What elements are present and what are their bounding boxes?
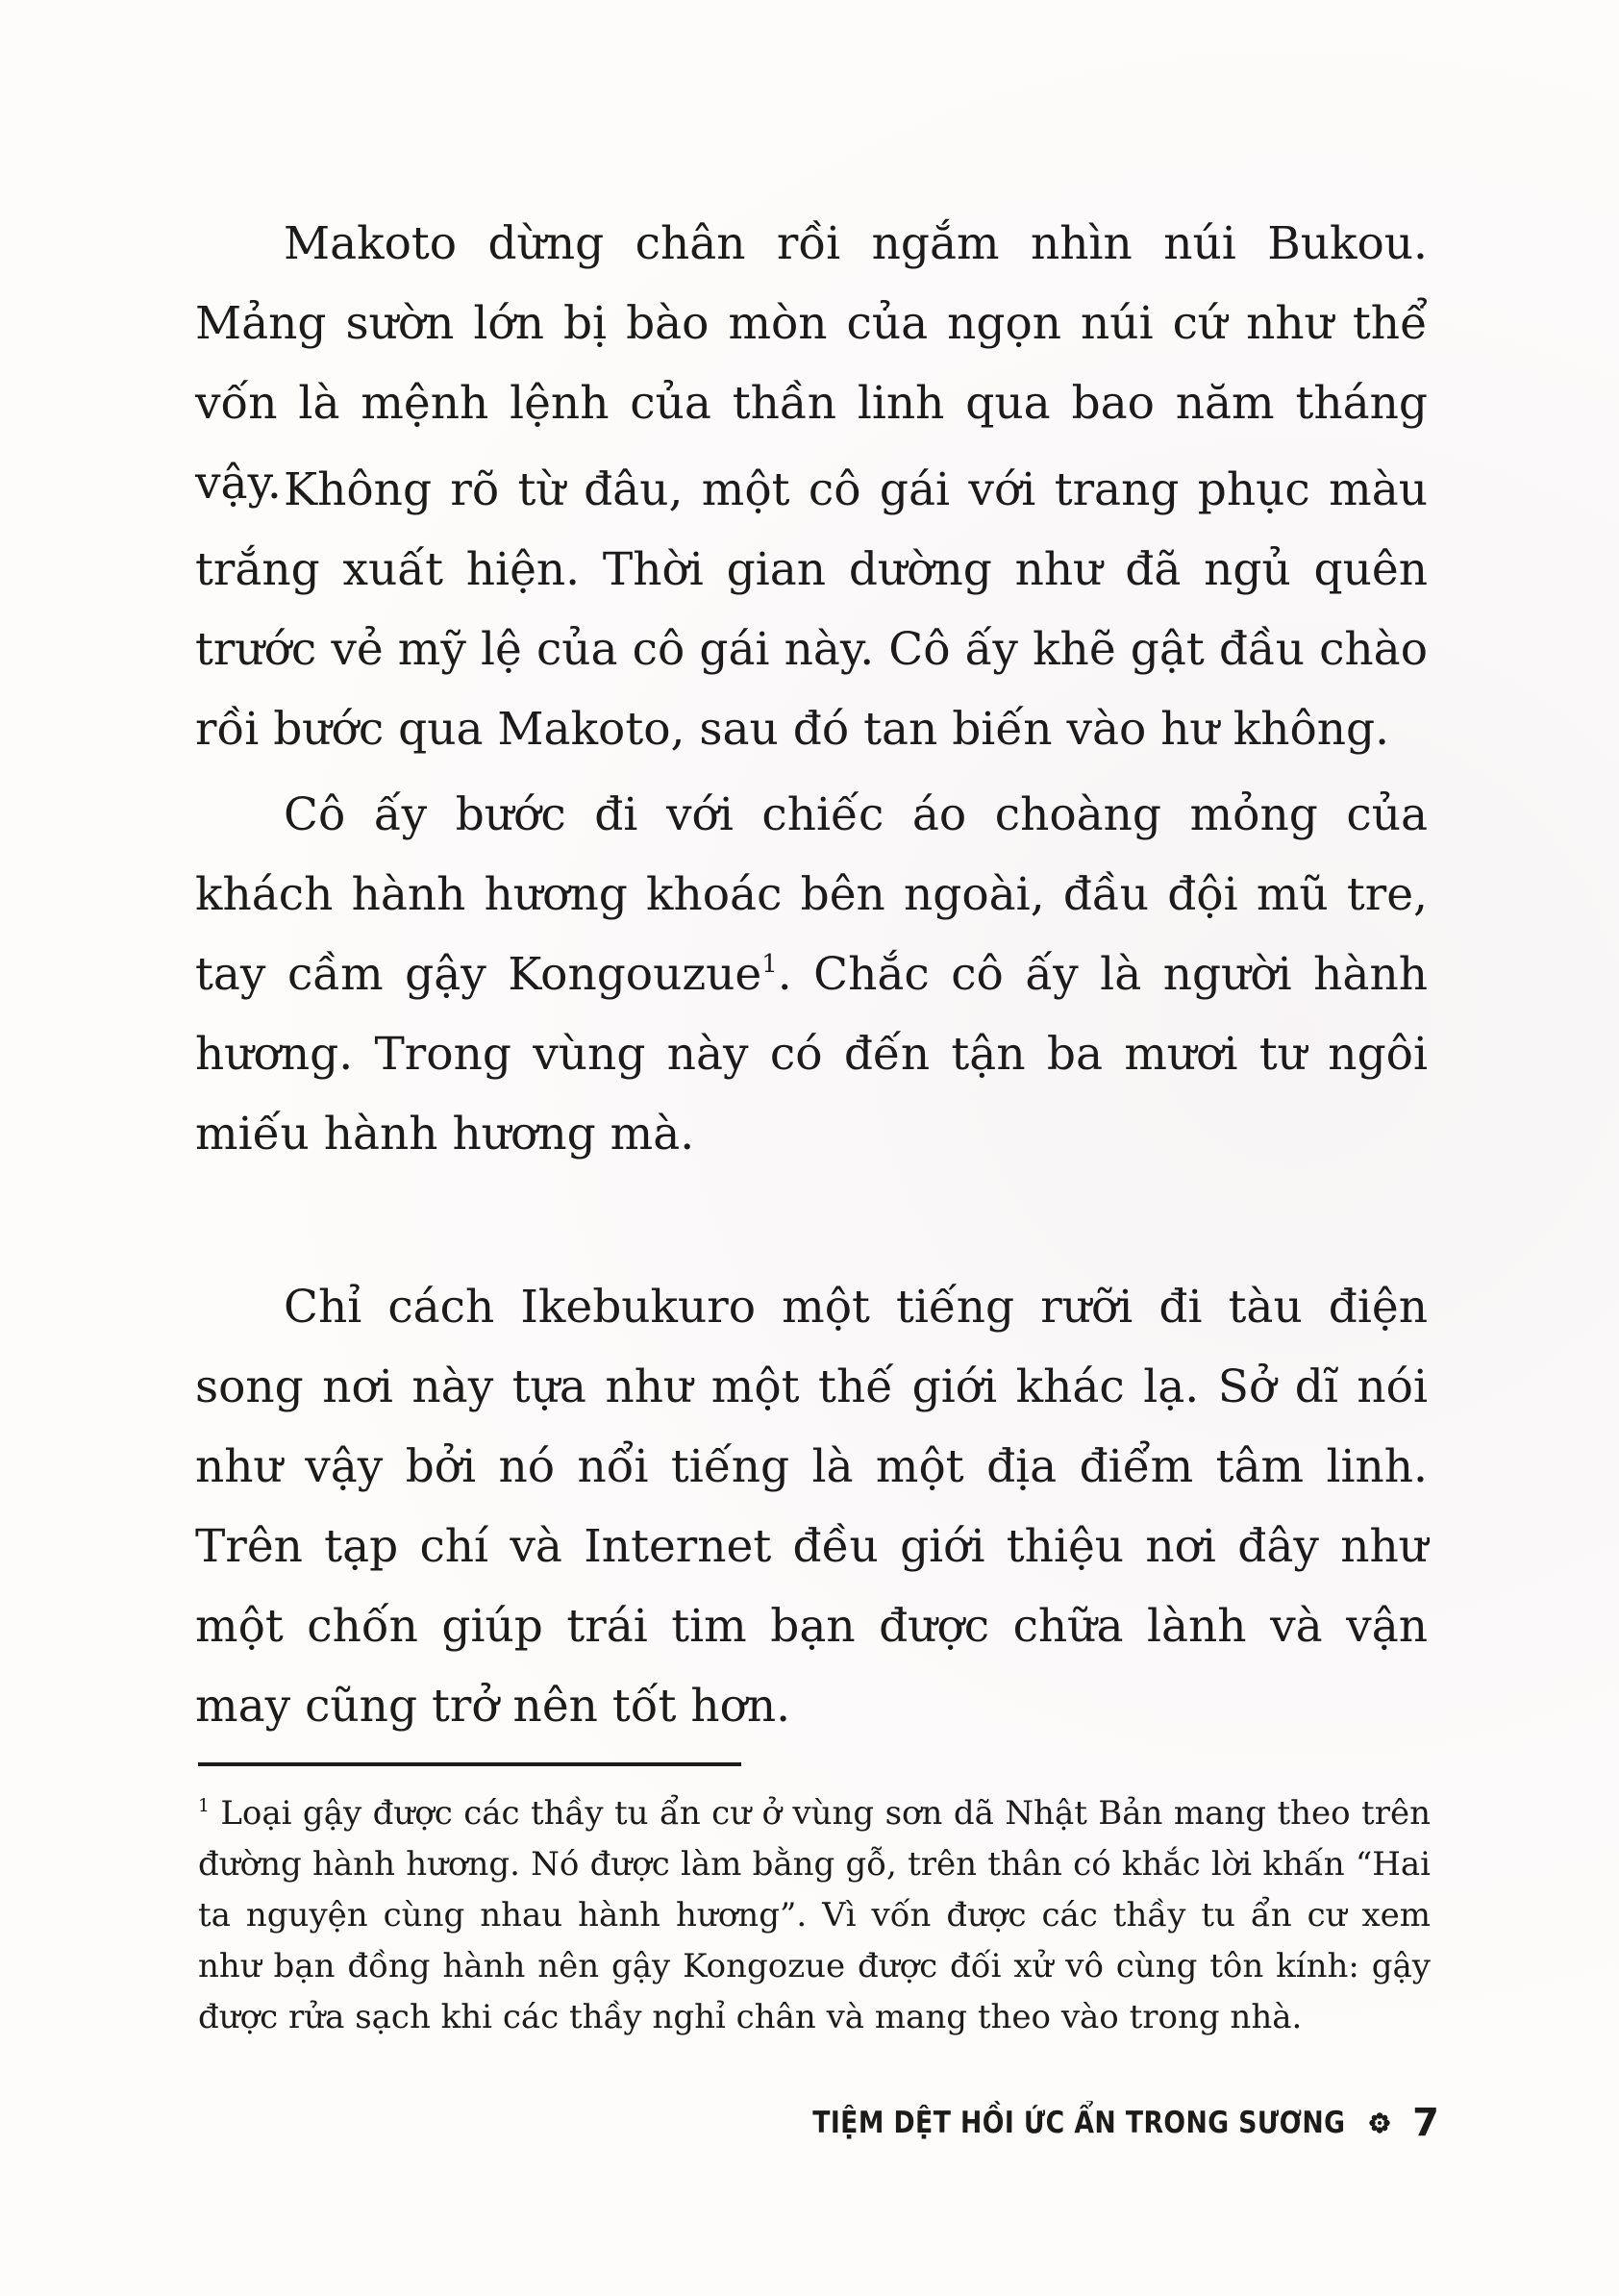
footnote-divider bbox=[198, 1762, 741, 1766]
footnote bbox=[198, 1788, 1431, 2043]
page-number: 7 bbox=[1412, 2101, 1439, 2145]
paragraph-text: Chỉ cách Ikebukuro một tiếng rưỡi đi tàu điện song nơi này tựa như một thế giới khác lạ. Sở dĩ nói như vậy bởi nó nổi tiếng là một địa điểm tâm linh. Trên tạp chí và Internet đều giới thiệu nơi đây như một chốn giúp trái tim bạn được chữa lành và vận may cũng trở nên tốt hơn. bbox=[195, 1281, 1428, 1733]
flower-icon bbox=[1368, 2111, 1391, 2134]
paragraph-text: Makoto dừng chân rồi ngắm nhìn núi Bukou. Mảng sườn lớn bị bào mòn của ngọn núi cứ như thể vốn là mệnh lệnh của thần linh qua bao năm tháng vậy. bbox=[195, 217, 1428, 510]
body-paragraph-4 bbox=[195, 1267, 1428, 1746]
running-title: TIỆM DỆT HỒI ỨC ẨN TRONG SƯƠNG bbox=[811, 2106, 1346, 2140]
body-paragraph-3 bbox=[195, 775, 1428, 1174]
paragraph-3-after: . Chắc cô ấy là người hành hương. Trong vùng này có đến tận ba mươi tư ngôi miếu hành hương mà. bbox=[195, 948, 1428, 1160]
body-paragraph-2 bbox=[195, 450, 1428, 769]
page-footer bbox=[726, 2094, 1439, 2152]
paragraph-text: Không rõ từ đâu, một cô gái với trang phục màu trắng xuất hiện. Thời gian dường như đã ngủ quên trước vẻ mỹ lệ của cô gái này. Cô ấy khẽ gật đầu chào rồi bước qua Makoto, sau đó tan biến vào hư không. bbox=[195, 463, 1428, 756]
footnote-text: Loại gậy được các thầy tu ẩn cư ở vùng sơn dã Nhật Bản mang theo trên đường hành hương. Nó được làm bằng gỗ, trên thân có khắc lời khấn “Hai ta nguyện cùng nhau hành hương”. Vì vốn được các thầy tu ẩn cư xem như bạn đồng hành nên gậy Kongozue được đối xử vô cùng tôn kính: gậy được rửa sạch khi các thầy nghỉ chân và mang theo vào trong nhà. bbox=[198, 1794, 1431, 2036]
footnote-marker: 1 bbox=[198, 1795, 210, 1816]
paragraph-3-before: Cô ấy bước đi với chiếc áo choàng mỏng của khách hành hương khoác bên ngoài, đầu đội mũ tre, tay cầm gậy Kongouzue bbox=[195, 788, 1428, 1001]
footnote-reference: 1 bbox=[761, 949, 778, 979]
paragraph-text bbox=[195, 775, 1428, 1174]
